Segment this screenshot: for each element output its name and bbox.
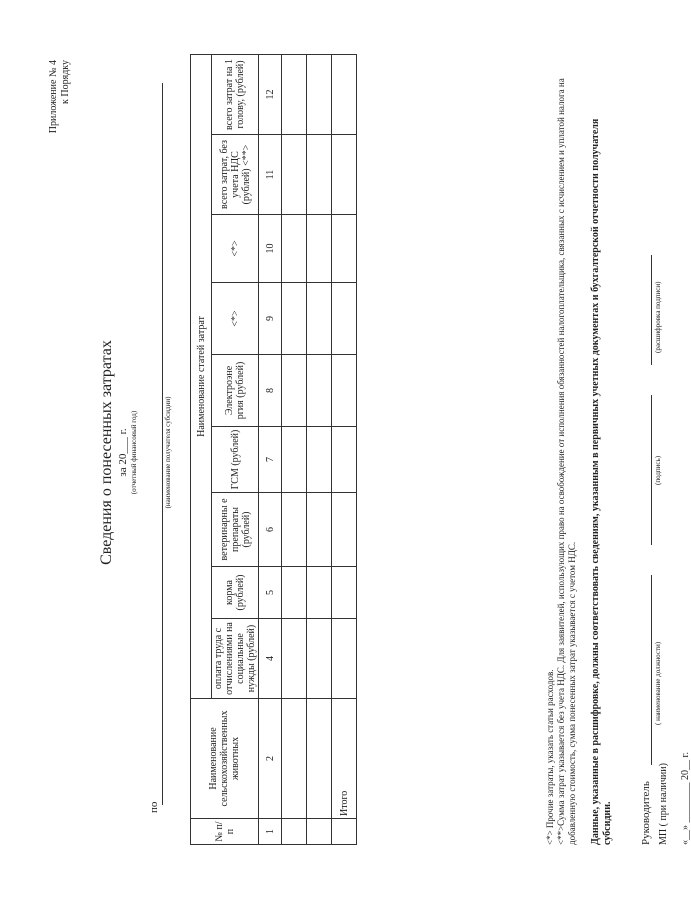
header-animals: Наименование сельскохозяйственных животных bbox=[191, 699, 259, 819]
head-label: Руководитель bbox=[640, 781, 652, 845]
signature-field[interactable] bbox=[650, 395, 652, 545]
table-cell[interactable] bbox=[282, 54, 307, 134]
col-number: 7 bbox=[259, 427, 282, 493]
footnotes bbox=[545, 75, 578, 845]
table-cell[interactable] bbox=[307, 427, 332, 493]
table-cell bbox=[332, 819, 357, 845]
name-field[interactable] bbox=[650, 255, 652, 365]
table-cell[interactable] bbox=[282, 283, 307, 355]
table-cell[interactable] bbox=[282, 427, 307, 493]
header-num: № п/п bbox=[191, 819, 259, 845]
table-cell[interactable] bbox=[307, 215, 332, 283]
header-cost-4: Электроэне ргия (рублей) bbox=[212, 355, 259, 427]
period-caption: (отчетный финансовый год) bbox=[130, 410, 138, 495]
table-cell[interactable] bbox=[307, 283, 332, 355]
recipient-field[interactable] bbox=[150, 83, 163, 805]
col-number: 1 bbox=[259, 819, 282, 845]
col-number: 6 bbox=[259, 493, 282, 567]
table-cell[interactable] bbox=[282, 567, 307, 619]
notice-text: Данные, указанные в расшифровке, должны соответствовать сведениям, указанным в первичных учетных документах и бухгалтерской отчетности получателя субсидии. bbox=[590, 118, 613, 845]
position-field[interactable] bbox=[650, 575, 652, 765]
position-caption: ( наименование должности) bbox=[654, 641, 662, 725]
table-cell[interactable] bbox=[282, 355, 307, 427]
table-cell[interactable] bbox=[307, 567, 332, 619]
table-cell[interactable] bbox=[332, 135, 357, 215]
header-cost-8: всего затрат на 1 голову, (рублей) bbox=[212, 54, 259, 134]
table-cell[interactable] bbox=[332, 493, 357, 567]
header-cost-7: всего затрат, без учета НДС (рублей) <**> bbox=[212, 135, 259, 215]
costs-table bbox=[190, 54, 357, 845]
total-row bbox=[332, 54, 357, 844]
table-cell[interactable] bbox=[332, 427, 357, 493]
header-cost-0: оплата труда с отчислениями на социальные нужды (рублей) bbox=[212, 619, 259, 699]
table-cell[interactable] bbox=[307, 619, 332, 699]
table-row bbox=[307, 54, 332, 844]
table-cell[interactable] bbox=[307, 493, 332, 567]
table-cell[interactable] bbox=[307, 135, 332, 215]
col-number: 12 bbox=[259, 54, 282, 134]
header-cost-3: ГСМ (рублей) bbox=[212, 427, 259, 493]
document-title: Сведения о понесенных затратах bbox=[98, 340, 115, 565]
appendix-line-2: к Порядку bbox=[60, 60, 71, 104]
col-number: 8 bbox=[259, 355, 282, 427]
table-cell[interactable] bbox=[282, 493, 307, 567]
col-number: 2 bbox=[259, 699, 282, 819]
col-number: 4 bbox=[259, 619, 282, 699]
table-cell[interactable] bbox=[282, 819, 307, 845]
table-cell[interactable] bbox=[332, 567, 357, 619]
table-row bbox=[282, 54, 307, 844]
table-cell[interactable] bbox=[332, 283, 357, 355]
table-cell[interactable] bbox=[282, 215, 307, 283]
col-number: 5 bbox=[259, 567, 282, 619]
header-cost-6: <*> bbox=[212, 215, 259, 283]
name-caption: (расшифровка подписи) bbox=[654, 281, 662, 353]
stamp-label: МП ( при наличии) bbox=[658, 763, 669, 845]
header-cost-2: ветеринарны е препараты (рублей) bbox=[212, 493, 259, 567]
col-number: 11 bbox=[259, 135, 282, 215]
table-cell[interactable] bbox=[332, 355, 357, 427]
table-cell[interactable] bbox=[332, 215, 357, 283]
table-cell[interactable] bbox=[307, 355, 332, 427]
date-field[interactable]: «__» ________ 20__ г. bbox=[680, 752, 691, 845]
column-numbers-row bbox=[259, 54, 282, 844]
header-cost-5: <*> bbox=[212, 283, 259, 355]
recipient-prefix: по bbox=[148, 801, 160, 813]
signature-caption: (подпись) bbox=[654, 455, 662, 485]
header-cost-1: корма (рублей) bbox=[212, 567, 259, 619]
header-cost-group: Наименование статей затрат bbox=[191, 54, 212, 698]
table-cell[interactable] bbox=[307, 54, 332, 134]
total-label: Итого bbox=[332, 699, 357, 819]
table-cell[interactable] bbox=[282, 699, 307, 819]
col-number: 10 bbox=[259, 215, 282, 283]
table-cell[interactable] bbox=[332, 619, 357, 699]
table-cell[interactable] bbox=[307, 699, 332, 819]
col-number: 9 bbox=[259, 283, 282, 355]
table-cell[interactable] bbox=[282, 135, 307, 215]
appendix-line-1: Приложение № 4 bbox=[48, 60, 59, 134]
table-cell[interactable] bbox=[307, 819, 332, 845]
table-cell[interactable] bbox=[332, 54, 357, 134]
period-line: за 20___ г. bbox=[117, 428, 129, 477]
table-cell[interactable] bbox=[282, 619, 307, 699]
recipient-caption: (наименование получателя субсидии) bbox=[164, 396, 172, 509]
footnote-2: <**>Сумма затрат указывается без учета НДС. Для заявителей, использующих право на освобождение от исполнения обязанностей налогоплательщика, связанных с исчислением и уплатой налога на добавленную стоимость, сумма понесенных затрат указывается с учетом НДС. bbox=[556, 78, 577, 845]
appendix-label bbox=[48, 60, 72, 133]
footnote-1: <*> Прочие затраты, указать статьи расходов. bbox=[545, 669, 555, 845]
